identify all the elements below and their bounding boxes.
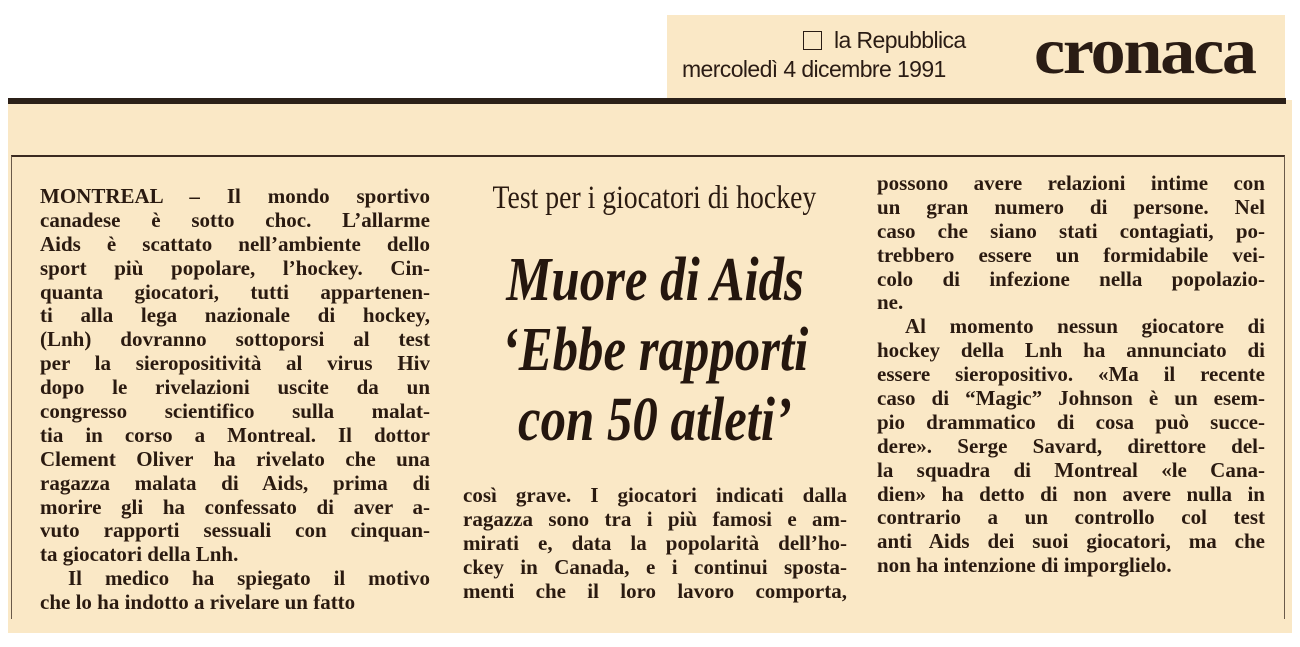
article-headline <box>479 245 832 455</box>
text-line: per la sieropositività al virus Hiv <box>40 351 430 376</box>
text-line: la squadra di Montreal «le Cana- <box>877 457 1265 482</box>
text-line: possono avere relazioni intime con <box>877 171 1265 195</box>
text-line: anti Aids dei suoi giocatori, ma che <box>877 529 1265 554</box>
text-line: tia in corso a Montreal. Il dottor <box>40 422 430 447</box>
text-line: un gran numero di persone. Nel <box>877 194 1265 219</box>
headline-line: Muore di Aids <box>506 246 804 314</box>
text-line: Il medico ha spiegato il motivo <box>68 566 430 591</box>
newspaper-name-text: la Repubblica <box>834 27 966 53</box>
text-line: mirati e, data la popolarità dell’ho- <box>463 530 847 555</box>
text-line: dien» ha detto di non avere nulla in <box>877 481 1265 506</box>
text-line: (Lnh) dovranno sottoporsi al test <box>40 327 430 352</box>
article-column-right <box>877 172 1265 578</box>
text-line: trebbero essere un formidabile vei- <box>877 242 1265 267</box>
text-line: dopo le rivelazioni uscite da un <box>40 375 430 400</box>
text-line: congresso scientifico sulla malat- <box>40 399 430 424</box>
text-line: contrario a un controllo col test <box>877 505 1265 530</box>
text-line: canadese è sotto choc. L’allarme <box>40 207 430 232</box>
text-line: ta giocatori della Lnh. <box>40 542 239 567</box>
text-line: ti alla lega nazionale di hockey, <box>40 303 430 328</box>
text-line: caso di “Magic” Johnson è un esem- <box>877 386 1265 411</box>
text-line: ragazza malata di Aids, prima di <box>40 470 430 495</box>
article-column-left <box>40 185 430 615</box>
text-line: menti che il loro lavoro comporta, <box>463 578 847 603</box>
header-rule <box>8 98 1286 104</box>
text-line: sport più popolare, l’hockey. Cin- <box>40 255 430 280</box>
text-line: non ha intenzione di imporglielo. <box>877 553 1172 578</box>
article-column-middle <box>463 484 847 603</box>
text-line: Al momento nessun giocatore di <box>905 314 1265 339</box>
text-line: Clement Oliver ha rivelato che una <box>40 446 430 471</box>
section-title: cronaca <box>1034 15 1255 88</box>
text-line: così grave. I giocatori indicati dalla <box>463 483 847 507</box>
text-line: hockey della Lnh ha annunciato di <box>877 338 1265 363</box>
text-line: quanta giocatori, tutti appartenen- <box>40 279 430 304</box>
article-kicker: Test per i giocatori di hockey <box>492 180 817 216</box>
text-line: MONTREAL – Il mondo sportivo <box>40 184 430 208</box>
text-line: ragazza sono tra i più famosi e am- <box>463 506 847 531</box>
text-line: caso che siano stati contagiati, po- <box>877 218 1265 243</box>
text-line: ckey in Canada, e i continui sposta- <box>463 554 847 579</box>
text-line: essere sieropositivo. «Ma il recente <box>877 362 1265 387</box>
text-line: ne. <box>877 290 904 315</box>
text-line: Aids è scattato nell’ambiente dello <box>40 231 430 256</box>
text-line: pio drammatico di cosa può succe- <box>877 409 1265 434</box>
text-line: dere». Serge Savard, direttore del- <box>877 433 1265 458</box>
square-icon <box>803 31 822 50</box>
newspaper-name <box>803 27 966 54</box>
text-line: colo di infezione nella popolazio- <box>877 266 1265 291</box>
headline-line: con 50 atleti’ <box>518 386 792 454</box>
text-line: vuto rapporti sessuali con cinquan- <box>40 518 430 543</box>
publication-date: mercoledì 4 dicembre 1991 <box>682 56 946 82</box>
headline-line: ‘Ebbe rapporti <box>501 316 809 384</box>
text-line: morire gli ha confessato di aver a- <box>40 494 430 519</box>
text-line: che lo ha indotto a rivelare un fatto <box>40 590 356 615</box>
